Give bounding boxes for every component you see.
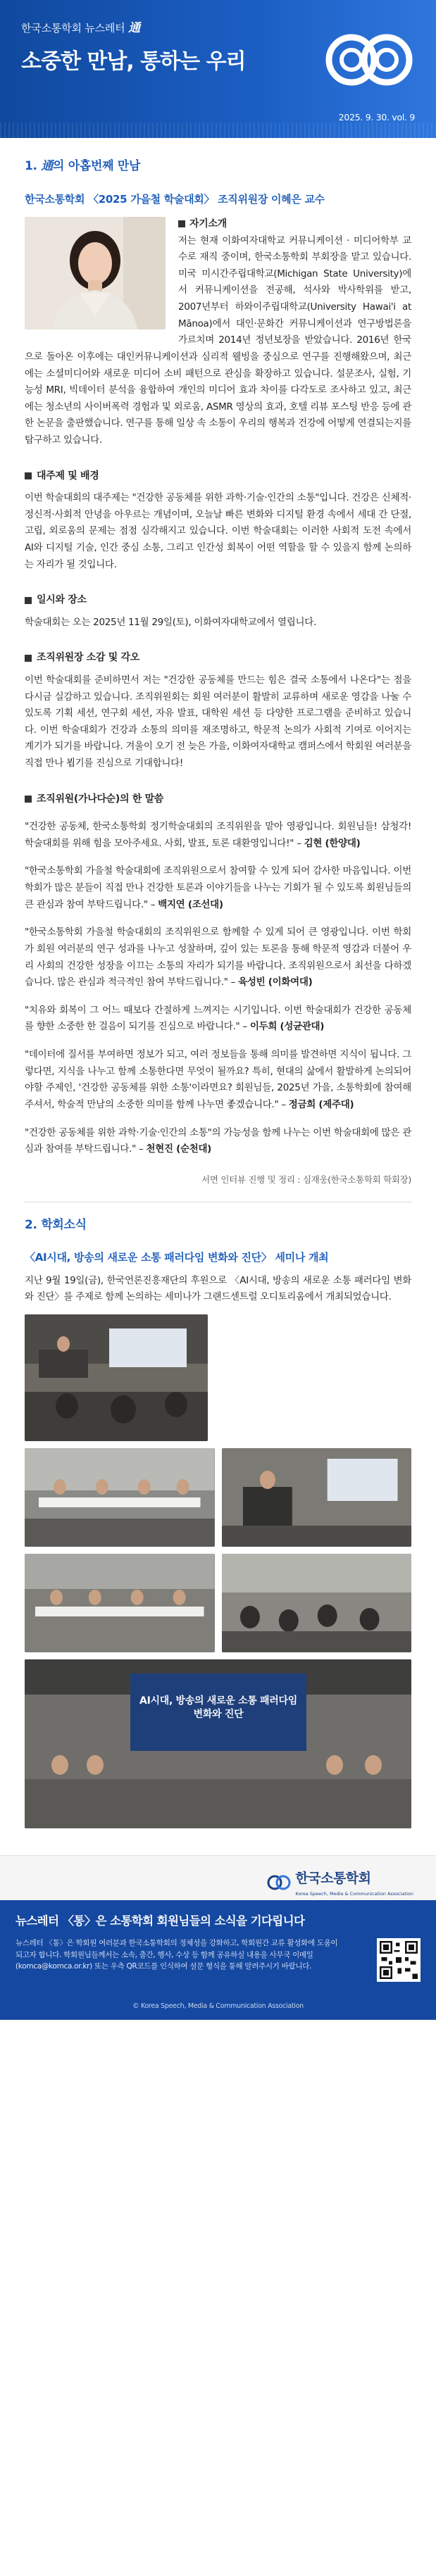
section2-num: 2. xyxy=(25,1217,37,1232)
quote-item xyxy=(25,863,411,913)
section1-subtitle: 한국소통학회 〈2025 가을철 학술대회〉 조직위원장 이혜은 교수 xyxy=(25,192,325,206)
square-bullet-icon xyxy=(178,220,185,227)
intro-block xyxy=(25,215,411,449)
seminar-photo-presenter xyxy=(222,1448,412,1547)
section1-title-rest: 의 아홉번째 만남 xyxy=(53,159,141,173)
quote-item xyxy=(25,1125,411,1158)
quote-text: "한국소통학회 가을철 학술대회에 조직위원으로서 참여할 수 있게 되어 감사한 마음입니다. 이번 학회가 많은 분들이 직접 만나 건강한 토론과 이야기들을 나누는 기회가 될 수 있도록 회원님들의 큰 관심과 참여 부탁드립니다." – xyxy=(25,865,411,910)
main-content xyxy=(0,138,436,1828)
feel-heading xyxy=(25,649,411,667)
section1-title xyxy=(25,156,411,177)
footer-logo-band xyxy=(0,1855,436,1900)
theme-text: 이번 학술대회의 대주제는 "건강한 공동체를 위한 과학·기술·인간의 소통"입니다. 건강은 신체적·정신적·사회적 안녕을 아우르는 개념이며, 오늘날 빠른 변화와 디지털 환경 속에서 세대 간 단절, 고립, 외로움의 문제는 점점 심각해지고 있습니다. 이번 학술대회는 이러한 사회적 도전 속에서 AI와 디지털 기술, 인간 중심 소통, 그리고 인간성 회복이 어떤 역할을 할 수 있을지 함께 논의하는 자리가 될 것입니다. xyxy=(25,492,411,570)
seminar-photo-discussion xyxy=(25,1554,215,1652)
qr-code-icon[interactable] xyxy=(377,1938,421,1982)
section1-ttong: 通 xyxy=(41,159,54,173)
section2-text: 지난 9월 19일(금), 한국언론진흥재단의 후원으로 〈AI시대, 방송의 새로운 소통 패러다임 변화와 진단〉를 주제로 함께 논의하는 세미나가 그랜드센트럴 오디토리움에서 개최되었습니다. xyxy=(25,1274,411,1303)
banner-text: AI시대, 방송의 새로운 소통 패러다임 변화와 진단 xyxy=(139,1695,297,1721)
quote-item xyxy=(25,1047,411,1114)
intro-text: 저는 현재 이화여자대학교 커뮤니케이션 · 미디어학부 교수로 재직 중이며, 한국소통학회 부회장을 맡고 있습니다. 미국 미시간주립대학교(Michigan State University)에서 커뮤니케이션을 전공해, 석사와 박사학위를 받고, 2007년부터 하와이주립대학교(University Hawai'i at Mānoa)에서 대인·문화간 커뮤니케이션과 연구방법론을 가르치며 2014년 정년보장을 받았습니다. 2016년 한국으로 돌아온 이후에는 대인커뮤니케이션과 심리적 웰빙을 중심으로 연구를 진행해왔으며, 최근에는 소셜미디어와 새로운 미디어 소비 패턴으로 관심을 확장하고 있습니다. 설문조사, 실험, 기능성 MRI, 빅데이터 분석을 융합하여 개인의 미디어 효과 차이를 다각도로 조사하고 있고, 최근에는 청소년의 사이버폭력 경험과 및 외로움, ASMR 영상의 효과, 호텔 리뷰 포스팅 반응 등에 관한 논문을 출판했습니다. 연구를 통해 일상 속 소통이 우리의 행복과 건강에 어떻게 연결되는지를 탐구하고 있습니다. xyxy=(25,234,411,446)
feel-heading-text: 조직위원장 소감 및 각오 xyxy=(37,652,139,664)
intro-heading xyxy=(178,215,411,233)
date-text: 학술대회는 오는 2025년 11월 29일(토), 이화여자대학교에서 열립니다. xyxy=(25,616,316,628)
newsletter-prefix: 한국소통학회 뉴스레터 xyxy=(21,22,125,34)
quote-item xyxy=(25,924,411,991)
section2-title-text: 학회소식 xyxy=(41,1217,87,1232)
footer-logo xyxy=(267,1867,413,1899)
seminar-photo-row xyxy=(25,1554,411,1652)
quote-author: 천현진 (순천대) xyxy=(146,1143,212,1155)
date-heading-text: 일시와 장소 xyxy=(37,594,87,606)
quote-author: 백지연 (조선대) xyxy=(158,898,223,910)
seminar-photo-speaker xyxy=(25,1314,208,1441)
interview-byline: 서면 인터뷰 진행 및 정리 : 심재웅(한국소통학회 학회장) xyxy=(201,1174,411,1185)
footer-logo-text: 한국소통학회 xyxy=(295,1870,371,1886)
quote-text: "데이터에 질서를 부여하면 정보가 되고, 여러 정보들을 통해 의미를 발견하면 지식이 됩니다. 그렇다면, 지식을 나누고 함께 소통한다면 무엇이 될까요? 특히, 현대의 삶에서 활발하게 논의되어야할 주제인, '건강한 공동체를 위한 소통'이라면요? 회원님들, 2025년 가을, 소통학회에 참여해주셔서, 학술적 만남의 소중한 의미를 함께 나누면 좋겠습니다." – xyxy=(25,1049,411,1110)
square-bullet-icon xyxy=(25,597,32,604)
quote-author: 육성빈 (이화여대) xyxy=(238,976,313,988)
quote-author: 정금희 (제주대) xyxy=(288,1098,354,1110)
quote-text: "건강한 공동체를 위한 과학·기술·인간의 소통"의 가능성을 함께 나누는 이번 학술대회에 많은 관심과 참여를 부탁드립니다." – xyxy=(25,1126,411,1155)
issue-number: 2025. 9. 30. vol. 9 xyxy=(338,112,415,123)
newsletter-title: 소중한 만남, 통하는 우리 xyxy=(21,49,246,74)
comments-heading-text: 조직위원(가나다순)의 한 말씀 xyxy=(37,793,164,805)
footer-logo-eng: Korea Speech, Media & Communication Association xyxy=(295,1891,413,1897)
header-pattern xyxy=(0,122,436,138)
square-bullet-icon xyxy=(25,655,32,662)
date-heading xyxy=(25,591,411,609)
square-bullet-icon xyxy=(25,472,32,479)
seminar-photo-row xyxy=(25,1448,411,1547)
quote-text: "건강한 공동체, 한국소통학회 정기학술대회의 조직위원을 맡아 영광입니다. 회원님들! 삼청각! 학술대회를 위해 힘을 모아주세요. 사회, 발표, 토론 대환영입니다!" – xyxy=(25,821,411,849)
header-banner xyxy=(0,0,436,138)
square-bullet-icon xyxy=(25,796,32,803)
seminar-photo-audience xyxy=(222,1554,412,1652)
quote-item xyxy=(25,819,411,852)
footer-description: 뉴스레터 〈통〉은 학회원 여러분과 한국소통학회의 정체성을 강화하고, 학회원간 교류 활성화에 도움이 되고자 합니다. 학회원님들께서는 소속, 출간, 행사, 수상 등 함께 공유하실 내용을 사무국 이메일(komca@komca.or.kr) 또는 우측 QR코드를 인식하여 설문 형식을 통해 알려주시기 바랍니다. xyxy=(15,1938,338,1971)
section2-title xyxy=(25,1215,411,1236)
section2-subtitle: 〈AI시대, 방송의 새로운 소통 패러다임 변화와 진단〉 세미나 개최 xyxy=(25,1251,329,1264)
professor-photo xyxy=(25,217,166,329)
comments-heading xyxy=(25,791,411,808)
theme-heading-text: 대주제 및 배경 xyxy=(37,470,99,482)
quote-author: 이두희 (성균관대) xyxy=(249,1021,325,1033)
infinity-logo-icon xyxy=(323,28,415,92)
feel-text: 이번 학술대회를 준비하면서 저는 "건강한 공동체를 만드는 힘은 결국 소통에서 나온다"는 점을 다시금 실감하고 있습니다. 조직위원회는 회원 여러분이 활발히 교류하며 새로운 영감을 나눌 수 있도록 기획 세션, 연구회 세션, 자유 발표, 대학원 세션 등 다양한 프로그램을 준비하고 있습니다. 이번 학술대회가 건강과 소통의 의미를 재조명하고, 학문적 논의가 사회적 기여로 이어지는 계기가 되기를 바랍니다. 겨울이 오기 전 늦은 가을, 이화여자대학교 캠퍼스에서 학회원 여러분을 직접 만나 뵙기를 진심으로 기대합니다! xyxy=(25,674,411,769)
section1-num: 1. xyxy=(25,159,37,173)
theme-heading xyxy=(25,467,411,485)
quote-text: "한국소통학회 가을철 학술대회의 조직위원으로 함께할 수 있게 되어 큰 영광입니다. 이번 학회가 회원 여러분의 연구 성과를 나누고 성찰하며, 깊이 있는 토론을 통해 학문적 영감과 더불어 우리 사회의 건강한 성장을 이끄는 소통의 자리가 되기를 바랍니다. 조직위원으로서 최선을 다하겠습니다. 많은 관심과 적극적인 참여 부탁드립니다." – xyxy=(25,926,411,988)
footer-copyright: © Korea Speech, Media & Communication Association xyxy=(132,2002,304,2011)
quote-author: 김현 (한양대) xyxy=(304,837,361,849)
seminar-group-photo xyxy=(25,1659,411,1828)
seminar-photo-panel xyxy=(25,1448,215,1547)
newsletter-name: 通 xyxy=(128,21,140,35)
footer xyxy=(0,1900,436,2020)
society-logo-icon xyxy=(267,1873,291,1892)
footer-title: 뉴스레터 〈통〉은 소통학회 회원님들의 소식을 기다립니다 xyxy=(15,1914,305,1928)
quote-text: "치유와 회복이 그 어느 때보다 간절하게 느껴지는 시기입니다. 이번 학술대회가 건강한 공동체를 향한 소중한 한 걸음이 되기를 진심으로 바랍니다." – xyxy=(25,1004,411,1033)
intro-heading-text: 자기소개 xyxy=(189,218,227,230)
quote-item xyxy=(25,1003,411,1036)
